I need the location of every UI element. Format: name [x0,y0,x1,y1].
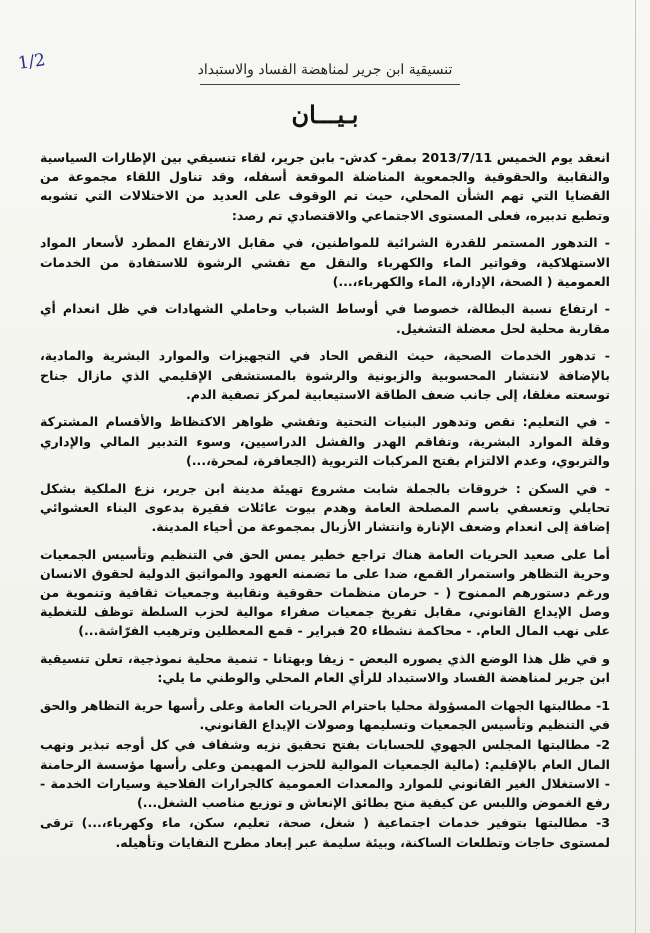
organization-header: تنسيقية ابن جرير لمناهضة الفساد والاستبداد [197,62,453,78]
point-education: - في التعليم: نقص وتدهور البنيات التحتية وتفشي ظواهر الاكتظاظ والأقسام المشتركة وقلة الموارد البشرية، وتفاقم الهدر والفشل الدراسيين، وسوء التدبير المالي والإداري والتربوي، وعدم الالتزام بفتح المركبات التربوية (الجعافرة، لمحرة،...) [40,414,610,468]
page-number: 1/2 [16,50,47,74]
freedoms-paragraph: أما على صعيد الحريات العامة هناك تراجع خطير يمس الحق في التنظيم وتأسيس الجمعيات وحرية التظاهر واستمرار القمع، ضدا على ما تضمنه العهود والمواثيق الدولية لحقوق الانسان ورغم دستورهم الممنوح ( - حرمان منظمات حقوقية ونقابية وجمعيات ثقافية وتنموية من وصل الإيداع القانوني، مقابل تفريخ جمعيات صفراء موالية لحزب السلطة توظف للتغطية على نهب المال العام. - محاكمة نشطاء 20 فبراير - قمع المعطلين وترهيب الفرّاشة...) [40,546,610,639]
point-purchasing-power: - التدهور المستمر للقدرة الشرائية للمواطنين، في مقابل الارتفاع المطرد لأسعار المواد الاستهلاكية، وفواتير الماء والكهرباء والنقل مع تفشي الرشوة للاستفادة من الخدمات العمومية ( الصحة، الإدارة، الماء والكهرباء،...) [40,235,610,289]
statement-title: بـيـــان [291,100,359,129]
point-housing: - في السكن : خروقات بالجملة شابت مشروع تهيئة مدينة ابن جرير، نزع الملكية بشكل تحايلي وتعسفي باسم المصلحة العامة وهدم بيوت عائلات فقيرة بدعوى البناء العشوائي إضافة إلى انعدام وضعف الإنارة وانتشار الأزبال بمجموعة من أحياء المدينة. [40,480,610,534]
point-unemployment: - ارتفاع نسبة البطالة، خصوصا في أوساط الشباب وحاملي الشهادات في ظل انعدام أي مقاربة محلية لحل معضلة التشغيل. [40,301,610,336]
intro-paragraph: انعقد يوم الخميس 2013/7/11 بمقر- كدش- بابن جرير، لقاء تنسيقي بين الإطارات السياسية والنقابية والحقوقية والجمعوية المناضلة الموقعة أسفله، وقد تناول اللقاء مجموعة من القضايا التي تهم الشأن المحلي، حيث تم الوقوف على العديد من الاختلالات التي تشوبه وتطبع تدبيره، فعلى المستوى الاجتماعي والاقتصادي تم رصد: [40,150,610,223]
header-underline [200,84,460,85]
page-fold-line [635,0,636,933]
demand-item-2: 2- مطالبتها المجلس الجهوي للحسابات بفتح تحقيق نزيه وشفاف في كل أوجه تبذير ونهب المال العام بالإقليم: (مالية الجمعيات الموالية للحزب المهيمن وعلى رأسها مؤسسة الرحامنة - الاستغلال الغير القانوني للموارد والمعدات العمومية كالجرارات الفلاحية وسيارات الخدمة - رفع الغموض واللبس عن كيفية منح بطائق الإنعاش و توزيع مناصب الشغل...) [40,737,610,811]
demand-item-3: 3- مطالبتها بتوفير خدمات اجتماعية ( شغل، صحة، تعليم، سكن، ماء وكهرباء،...) ترقى لمستوى حاجات وتطلعات الساكنة، وبيئة سليمة عبر إبعاد مطرح النفايات وتأهيله. [40,815,610,850]
point-health: - تدهور الخدمات الصحية، حيث النقص الحاد في التجهيزات والموارد البشرية والمادية، بالإضافة لانتشار المحسوبية والزبونية والرشوة بالمستشفى الإقليمي الذي مازال جناح توسعته مغلقا، إلى جانب ضعف الطاقة الاستيعابية لمركز تصفية الدم. [40,348,610,402]
demand-item-1: 1- مطالبتها الجهات المسؤولة محليا باحترام الحريات العامة وعلى رأسها حرية التظاهر والحق في التنظيم وتأسيس الجمعيات وتسليمها وصولات الإيداع القانوني. [40,698,610,733]
demands-list [40,696,610,852]
statement-body [40,148,610,853]
conclusion-paragraph: و في ظل هذا الوضع الذي يصوره البعض - زيفا وبهتانا - تنمية محلية نموذجية، تعلن تنسيقية ابن جرير لمناهضة الفساد والاستبداد للرأي العام المحلي والوطني ما يلي: [40,651,610,686]
